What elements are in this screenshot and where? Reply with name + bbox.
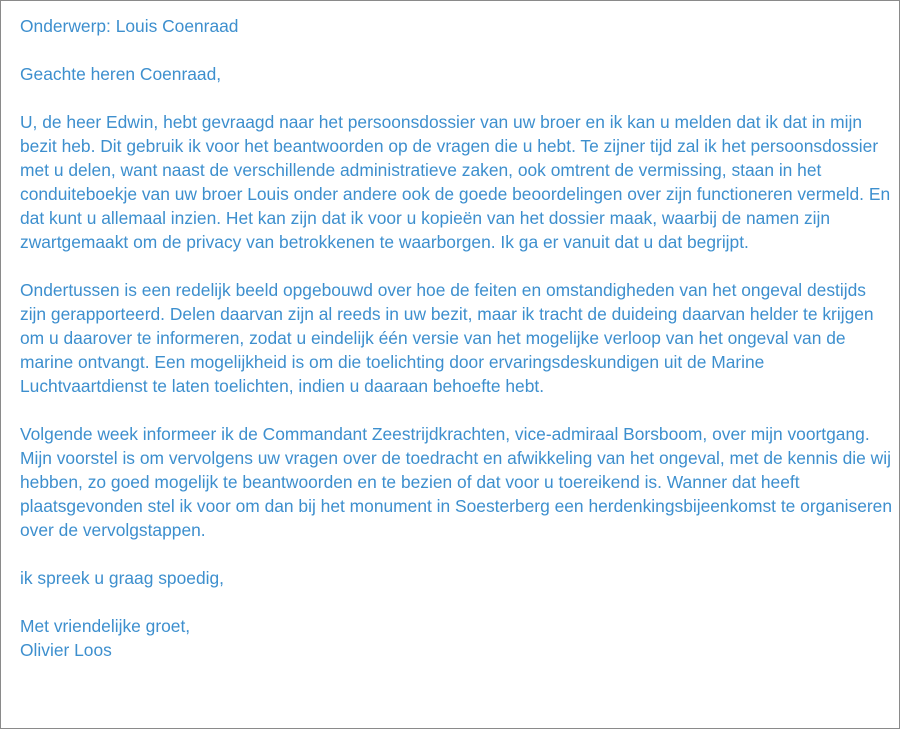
- signature: Olivier Loos: [20, 640, 112, 660]
- signoff: Met vriendelijke groet,: [20, 616, 191, 636]
- letter-body: [20, 14, 892, 662]
- greeting: Geachte heren Coenraad,: [20, 64, 222, 84]
- paragraph-2: Ondertussen is een redelijk beeld opgebouwd over hoe de feiten en omstandigheden van het ongeval destijds zijn gerapporteerd. Delen daarvan zijn al reeds in uw bezit, maar ik tracht de duideing daarvan helder te krijgen om u daarover te informeren, zodat u eindelijk één versie van het mogelijke verloop van het ongeval van de marine ontvangt. Een mogelijkheid is om die toelichting door ervaringsdeskundigen uit de Marine Luchtvaartdienst te laten toelichten, indien u daaraan behoefte hebt.: [20, 280, 874, 396]
- closing-line: ik spreek u graag spoedig,: [20, 568, 224, 588]
- paragraph-1: U, de heer Edwin, hebt gevraagd naar het persoonsdossier van uw broer en ik kan u melden dat ik dat in mijn bezit heb. Dit gebruik ik voor het beantwoorden op de vragen die u hebt. Te zijner tijd zal ik het persoonsdossier met u delen, want naast de verschillende administratieve zaken, ook omtrent de vermissing, staan in het conduiteboekje van uw broer Louis onder andere ook de goede beoordelingen over zijn functioneren vermeld. En dat kunt u allemaal inzien. Het kan zijn dat ik voor u kopieën van het dossier maak, waarbij de namen zijn zwartgemaakt om de privacy van betrokkenen te waarborgen. Ik ga er vanuit dat u dat begrijpt.: [20, 112, 891, 252]
- subject-line: Onderwerp: Louis Coenraad: [20, 16, 239, 36]
- paragraph-3: Volgende week informeer ik de Commandant Zeestrijdkrachten, vice-admiraal Borsboom, over mijn voortgang. Mijn voorstel is om vervolgens uw vragen over de toedracht en afwikkeling van het ongeval, met de kennis die wij hebben, zo goed mogelijk te beantwoorden en te bezien of dat voor u toereikend is. Wanner dat heeft plaatsgevonden stel ik voor om dan bij het monument in Soesterberg een herdenkingsbijeenkomst te organiseren over de vervolgstappen.: [20, 424, 892, 540]
